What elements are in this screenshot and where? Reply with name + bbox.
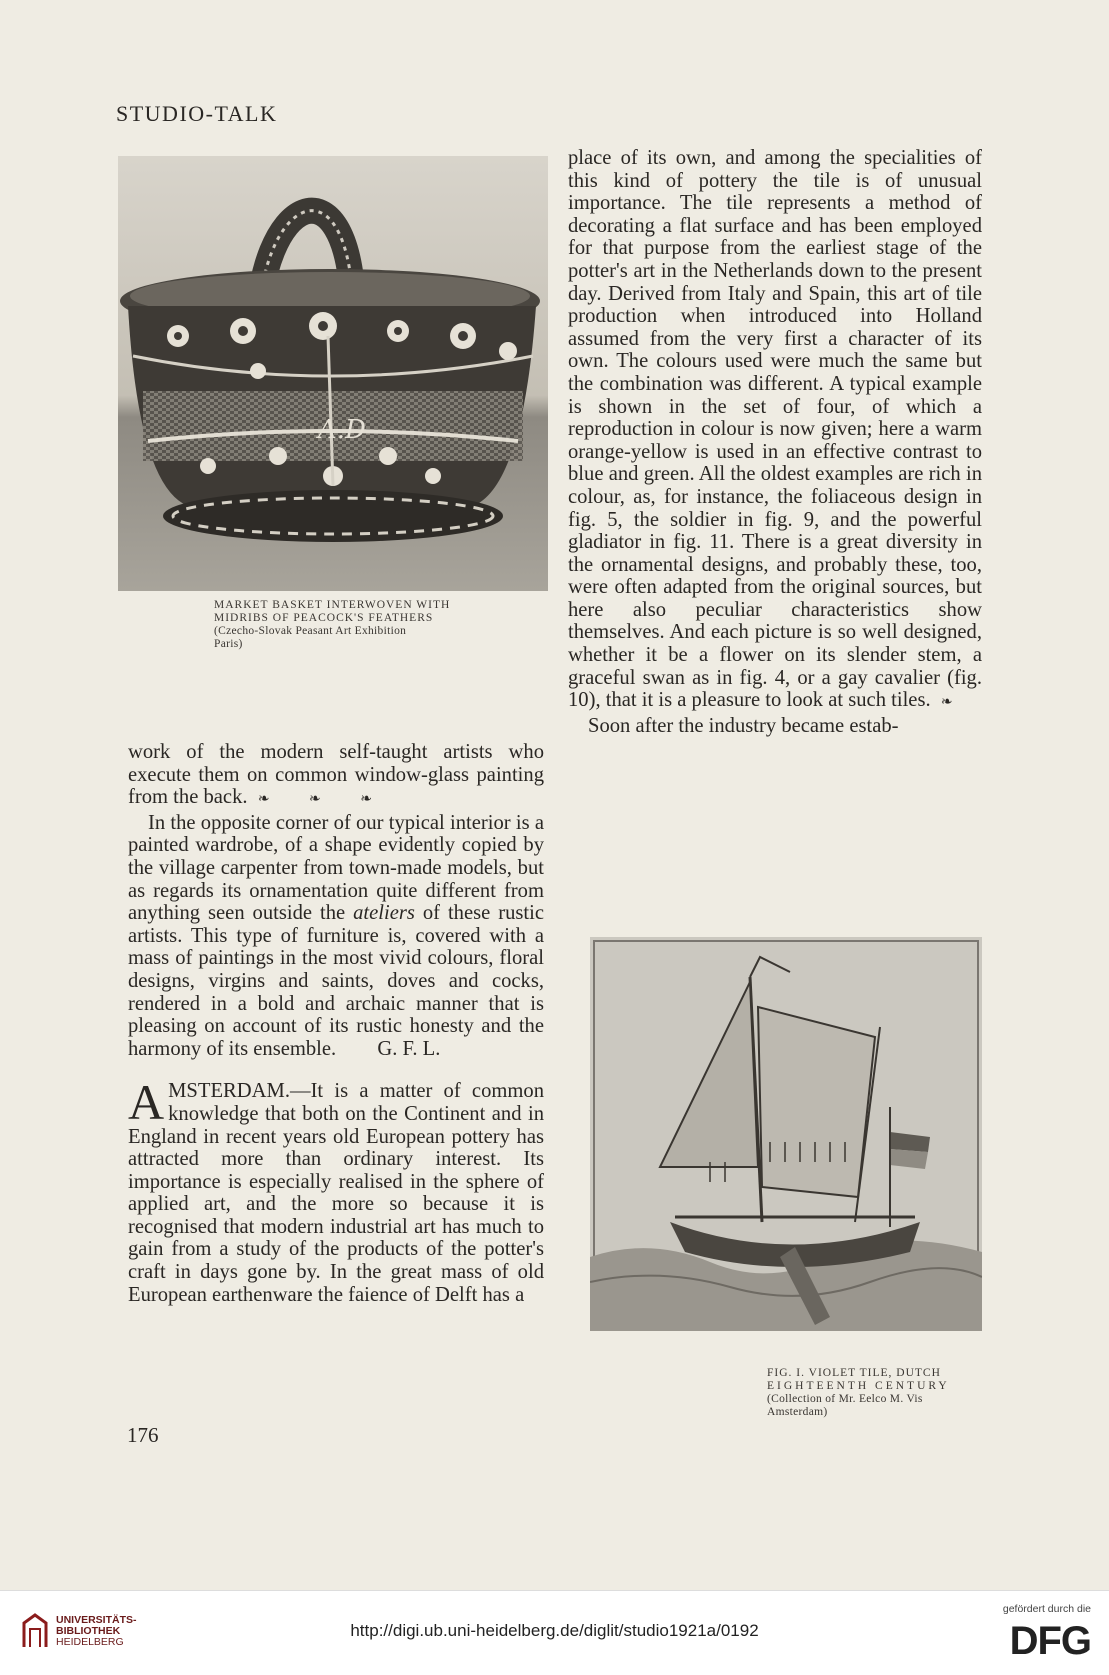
basket-illustration <box>118 156 548 591</box>
footer-bar <box>0 1590 1109 1675</box>
right-p1-ornament: ❧ <box>940 695 971 711</box>
right-p2-text: Soon after the industry became estab- <box>588 714 899 737</box>
right-column <box>568 147 982 737</box>
dropcap-letter: A <box>128 1074 165 1131</box>
basket-monogram: A.D <box>318 415 366 445</box>
document-url-link[interactable]: http://digi.ub.uni-heidelberg.de/diglit/studio1921a/0192 <box>350 1621 759 1640</box>
left-p2-rest: of these rustic artists. This type of furniture is, covered with a mass of paintings in the most vivid colours, floral designs, virgins and saints, doves and cocks, rendered in a bold and archaic manner that is pleasing on account of its rustic honesty and the harmony of its ensemble. <box>128 902 544 1060</box>
ship-caption <box>767 1367 982 1419</box>
page-number: 176 <box>127 1423 159 1447</box>
left-p2-signature: G. F. L. <box>377 1037 441 1060</box>
right-p1-text: place of its own, and among the specialities of this kind of pottery the tile is of unusual importance. The tile represents a method of decorating a flat surface and has been employed for that purpose from the earliest stage of the potter's art in the Netherlands down to the present day. Derived from Italy and Spain, this art of tile production when introduced into Holland assumed from the very first a character of its own. The colours used were much the same but the combination was different. A typical example is shown in the set of four, of which a reproduction in colour is now given; here a warm orange-yellow is used in an effective contrast to blue and green. All the oldest examples are rich in colour, as, for instance, the foliaceous design in fig. 5, the soldier in fig. 9, and the powerful gladiator in fig. 11. There is a great diversity in the ornamental designs, and probably these, too, were often adapted from the original sources, but here also peculiar characteristics show themselves. And each picture is so well designed, whether it be a flower on its slender stem, a graceful swan as in fig. 4, or a gay cavalier (fig. 10), that it is a pleasure to look at such tiles. <box>568 147 982 712</box>
left-p1-ornament: ❧ ❧ ❧ <box>257 792 391 808</box>
left-p2-text: In the opposite corner of our typical interior is a painted wardrobe, of a shape evidently copied by the village carpenter from town-made models, but as regards its ornamentation quite different from anything seen outside the <box>128 811 544 925</box>
left-p3-text: MSTERDAM.—It is a matter of common knowledge that both on the Continent and in England in recent years old European pottery has attracted more than ordinary interest. Its importance is especially realised in the sphere of applied art, and the more so because it is recognised that modern industrial art has much to gain from a study of the products of the potter's craft in days gone by. In the great mass of old European earthenware the faience of Delft has a <box>128 1080 544 1306</box>
dfg-logo: DFG <box>1009 1619 1091 1663</box>
library-line3: HEIDELBERG <box>56 1636 124 1648</box>
library-line2: BIBLIOTHEK <box>56 1625 121 1637</box>
basket-caption <box>214 599 550 651</box>
right-paragraph-1 <box>568 147 982 715</box>
left-column <box>128 741 544 1306</box>
ship-illustration <box>590 937 982 1331</box>
left-p1-text: work of the modern self-taught artists who execute them on common window-glass painting from the back. <box>128 741 544 809</box>
basket-caption-line1: MARKET BASKET INTERWOVEN WITH <box>214 599 451 611</box>
right-paragraph-2 <box>568 715 982 738</box>
left-paragraph-1 <box>128 741 544 812</box>
basket-caption-line3: (Czecho-Slovak Peasant Art Exhibition <box>214 625 407 637</box>
basket-caption-line2: MIDRIBS OF PEACOCK'S FEATHERS <box>214 612 434 624</box>
ship-tile-photograph <box>590 937 982 1331</box>
ship-caption-line2: EIGHTEENTH CENTURY <box>767 1380 950 1392</box>
funding-label: gefördert durch die <box>1002 1603 1091 1615</box>
ship-caption-line3: (Collection of Mr. Eelco M. Vis <box>767 1393 923 1405</box>
left-p2-italic: ateliers <box>353 902 415 925</box>
left-paragraph-3 <box>128 1074 544 1306</box>
left-paragraph-2 <box>128 812 544 1061</box>
running-head: STUDIO-TALK <box>116 101 278 126</box>
ship-caption-line4: Amsterdam) <box>767 1406 828 1418</box>
ship-caption-line1: FIG. I. VIOLET TILE, DUTCH <box>767 1367 941 1379</box>
basket-photograph <box>118 156 548 591</box>
basket-caption-line4: Paris) <box>214 638 243 650</box>
library-line1: UNIVERSITÄTS- <box>56 1614 137 1626</box>
